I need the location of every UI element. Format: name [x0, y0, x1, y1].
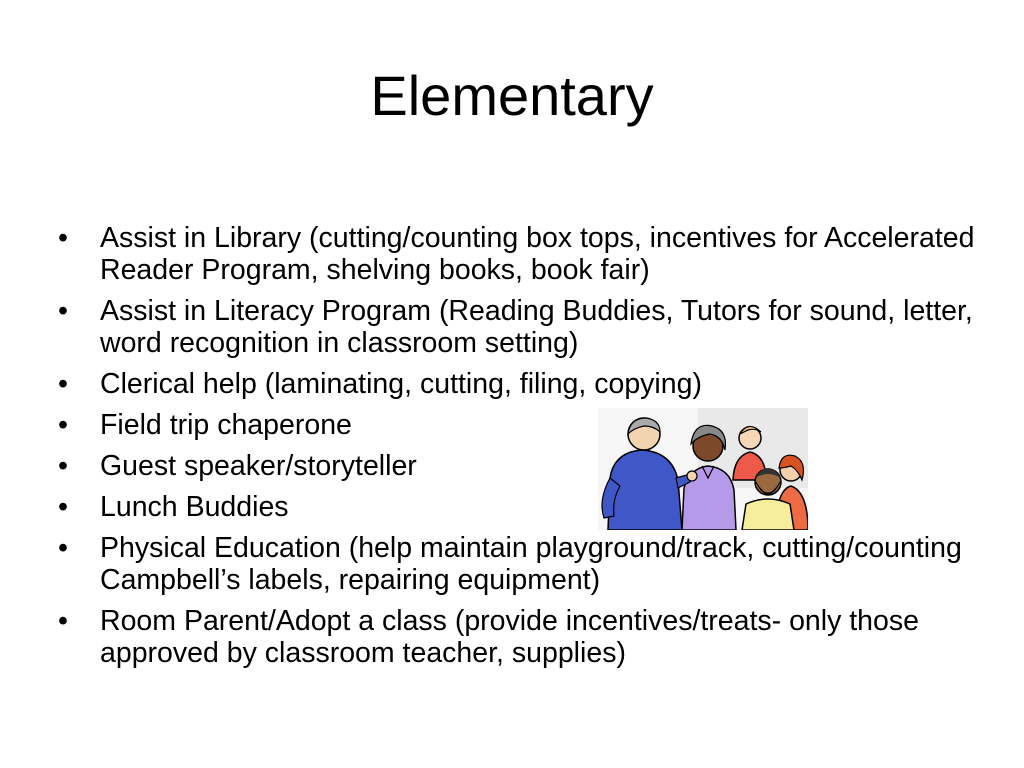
- list-item: [58, 409, 988, 441]
- list-item: [58, 491, 988, 523]
- list-item: [58, 450, 988, 482]
- list-item: [58, 368, 988, 400]
- bullet-icon: •: [58, 605, 68, 637]
- bullet-icon: •: [58, 295, 68, 327]
- bullet-text: Clerical help (laminating, cutting, filing, copying): [100, 368, 702, 400]
- bullet-text: Room Parent/Adopt a class (provide incentives/treats- only those approved by classroom teacher, supplies): [100, 605, 919, 669]
- bullet-text: Assist in Library (cutting/counting box tops, incentives for Accelerated Reader Program, shelving books, book fair): [100, 222, 975, 286]
- bullet-text: Field trip chaperone: [100, 409, 352, 441]
- bullet-icon: •: [58, 368, 68, 400]
- bullet-icon: •: [58, 409, 68, 441]
- bullet-text: Physical Education (help maintain playground/track, cutting/counting Campbell’s labels, repairing equipment): [100, 532, 962, 596]
- list-item: [58, 222, 988, 286]
- bullet-text: Guest speaker/storyteller: [100, 450, 417, 482]
- list-item: [58, 605, 988, 669]
- list-item: [58, 295, 988, 359]
- bullet-icon: •: [58, 532, 68, 564]
- list-item: [58, 532, 988, 596]
- bullet-icon: •: [58, 450, 68, 482]
- bullet-text: Lunch Buddies: [100, 491, 289, 523]
- group-of-people-clipart-icon: [598, 408, 808, 530]
- bullet-text: Assist in Literacy Program (Reading Buddies, Tutors for sound, letter, word recognition in classroom setting): [100, 295, 973, 359]
- bullet-icon: •: [58, 222, 68, 254]
- bullet-icon: •: [58, 491, 68, 523]
- slide-title: Elementary: [370, 64, 654, 127]
- bullet-list: [58, 222, 988, 678]
